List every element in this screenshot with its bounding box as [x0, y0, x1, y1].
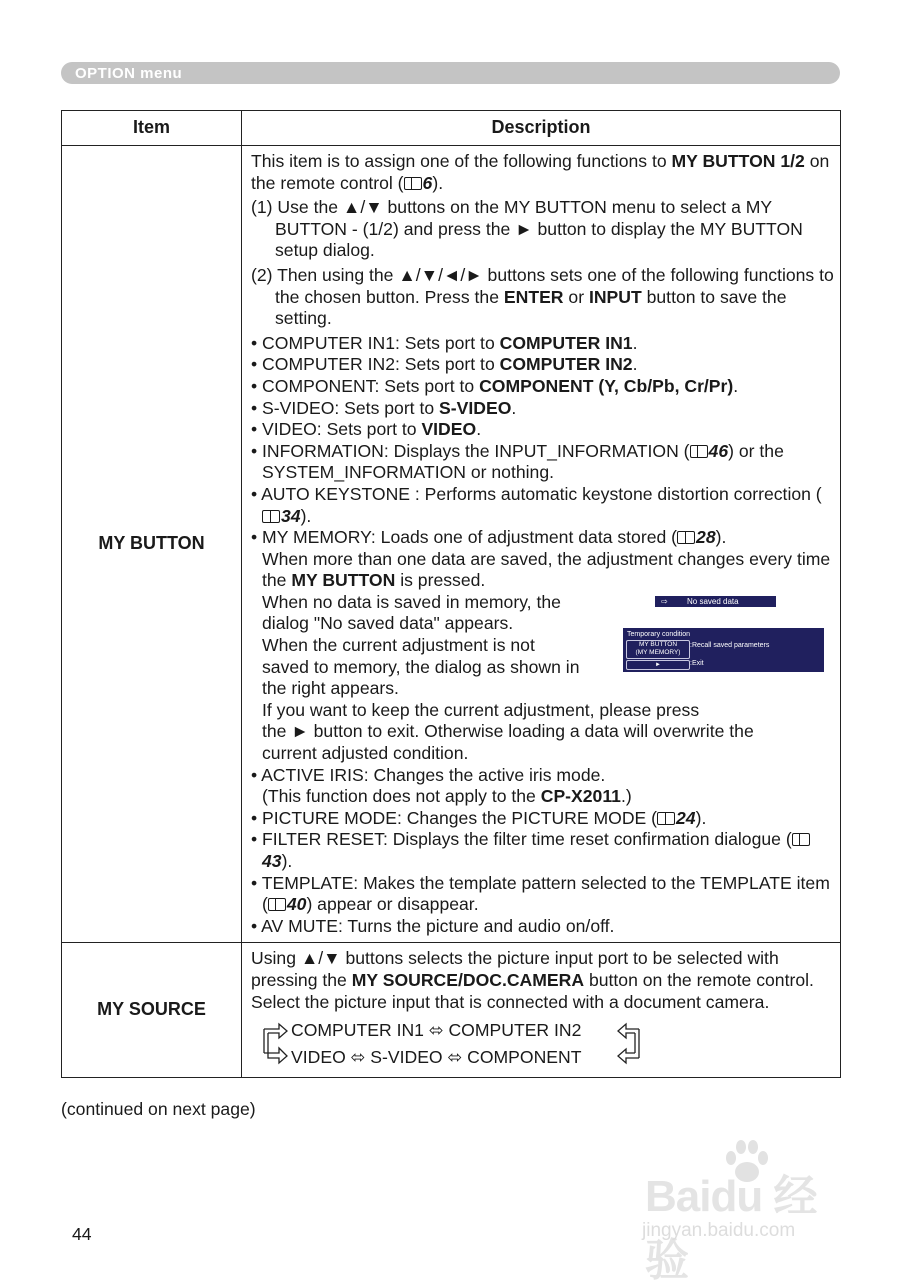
continued-note: (continued on next page) [61, 1099, 256, 1119]
arrow-icon: ⇨ [661, 596, 668, 606]
table-row [62, 943, 841, 1078]
list-item: • INFORMATION: Displays the INPUT_INFORMATION ( 46) or the SYSTEM_INFORMATION or nothing. [251, 440, 784, 483]
book-icon [404, 177, 422, 190]
memory-text-line: the ► button to exit. Otherwise loading a data will overwrite the [262, 721, 754, 742]
book-icon [677, 531, 695, 544]
page-ref: 6 [422, 172, 433, 193]
dialog-option-text: :Exit [690, 659, 704, 667]
option-menu-table [61, 110, 841, 1078]
list-item: • FILTER RESET: Displays the filter time reset confirmation dialogue (43). [251, 829, 834, 872]
item-my-button: MY BUTTON [62, 146, 242, 943]
header-item: Item [62, 111, 242, 146]
memory-text-line: saved to memory, the dialog as shown in [262, 656, 580, 677]
intro-text: This item is to assign one of the following functions to MY BUTTON 1/2 on the remote control ( 6). [251, 151, 830, 193]
section-title: OPTION menu [75, 65, 183, 82]
source-text: Using ▲/▼ buttons selects the picture input port to be selected with pressing the MY SOURCE/DOC.CAMERA button on the remote control. [251, 948, 814, 990]
item-my-source: MY SOURCE [62, 943, 242, 1078]
list-item: • COMPUTER IN2: Sets port to COMPUTER IN2. [251, 354, 638, 375]
memory-dialog-area [251, 592, 834, 700]
list-item: • AV MUTE: Turns the picture and audio on/off. [251, 915, 615, 936]
list-item: • COMPUTER IN1: Sets port to COMPUTER IN1. [251, 332, 638, 353]
dialog-option-text: :Recall saved parameters [690, 641, 770, 649]
cycle-row-2: VIDEO ⬄ S-VIDEO ⬄ COMPONENT [291, 1047, 582, 1068]
description-my-button [242, 146, 841, 943]
temporary-condition-dialog [623, 628, 824, 672]
book-icon [262, 510, 280, 523]
book-icon [690, 445, 708, 458]
list-item: • MY MEMORY: Loads one of adjustment data stored ( 28). [251, 527, 727, 548]
page-ref: 24 [676, 807, 696, 828]
list-item: • PICTURE MODE: Changes the PICTURE MODE ( 24). [251, 807, 707, 828]
watermark-brand: Baidu 经验 [645, 1172, 817, 1285]
dialog-my-button-key: MY BUTTON (MY MEMORY) [626, 640, 690, 659]
page-ref: 43 [262, 851, 282, 871]
memory-text-line: If you want to keep the current adjustment, please press [262, 699, 700, 720]
dialog-title: Temporary condition [627, 630, 691, 638]
page-ref: 46 [708, 440, 729, 461]
description-my-source [242, 943, 841, 1078]
table-header-row [62, 111, 841, 146]
watermark-url: jingyan.baidu.com [642, 1220, 796, 1241]
memory-text-line: the right appears. [262, 678, 399, 699]
book-icon [268, 898, 286, 911]
step-2: (2) Then using the ▲/▼/◄/► buttons sets one of the following functions to the chosen button. Press the ENTER or INPUT button to save the setting. [251, 264, 834, 329]
dialog-text: No saved data [687, 596, 739, 606]
no-saved-data-dialog [655, 596, 776, 607]
input-cycle-diagram [251, 1016, 834, 1072]
memory-text-line: When the current adjustment is not [262, 635, 535, 656]
memory-text-line: dialog "No saved data" appears. [262, 613, 514, 634]
book-icon [657, 812, 675, 825]
list-item: • TEMPLATE: Makes the template pattern selected to the TEMPLATE item ( 40) appear or disappear. [251, 872, 830, 915]
watermark [640, 1138, 850, 1285]
cycle-row-1: COMPUTER IN1 ⬄ COMPUTER IN2 [291, 1020, 582, 1041]
section-title-bar [61, 62, 840, 84]
memory-text-line: When no data is saved in memory, the [262, 591, 561, 612]
book-icon [792, 833, 810, 846]
iris-note: (This function does not apply to the CP-X2011.) [262, 786, 632, 807]
list-item: • ACTIVE IRIS: Changes the active iris mode. [251, 764, 606, 785]
page-ref: 34 [281, 505, 301, 526]
header-description: Description [242, 111, 841, 146]
memory-detail: When more than one data are saved, the adjustment changes every time the MY BUTTON is pressed. [262, 548, 831, 591]
step-1: (1) Use the ▲/▼ buttons on the MY BUTTON menu to select a MY BUTTON - (1/2) and press the ► button to display the MY BUTTON setup dialog. [251, 197, 803, 261]
list-item: • COMPONENT: Sets port to COMPONENT (Y, Cb/Pb, Cr/Pr). [251, 375, 739, 396]
list-item: • VIDEO: Sets port to VIDEO. [251, 419, 482, 440]
list-item: • AUTO KEYSTONE : Performs automatic keystone distortion correction (34). [251, 483, 822, 526]
dialog-right-arrow-key: ► [626, 660, 690, 670]
list-item: • S-VIDEO: Sets port to S-VIDEO. [251, 397, 517, 418]
page-ref: 28 [696, 527, 716, 548]
table-row [62, 146, 841, 943]
memory-text-line: current adjusted condition. [262, 743, 469, 764]
page-number: 44 [72, 1224, 92, 1244]
source-text: Select the picture input that is connected with a document camera. [251, 991, 770, 1012]
page-ref: 40 [286, 894, 307, 915]
